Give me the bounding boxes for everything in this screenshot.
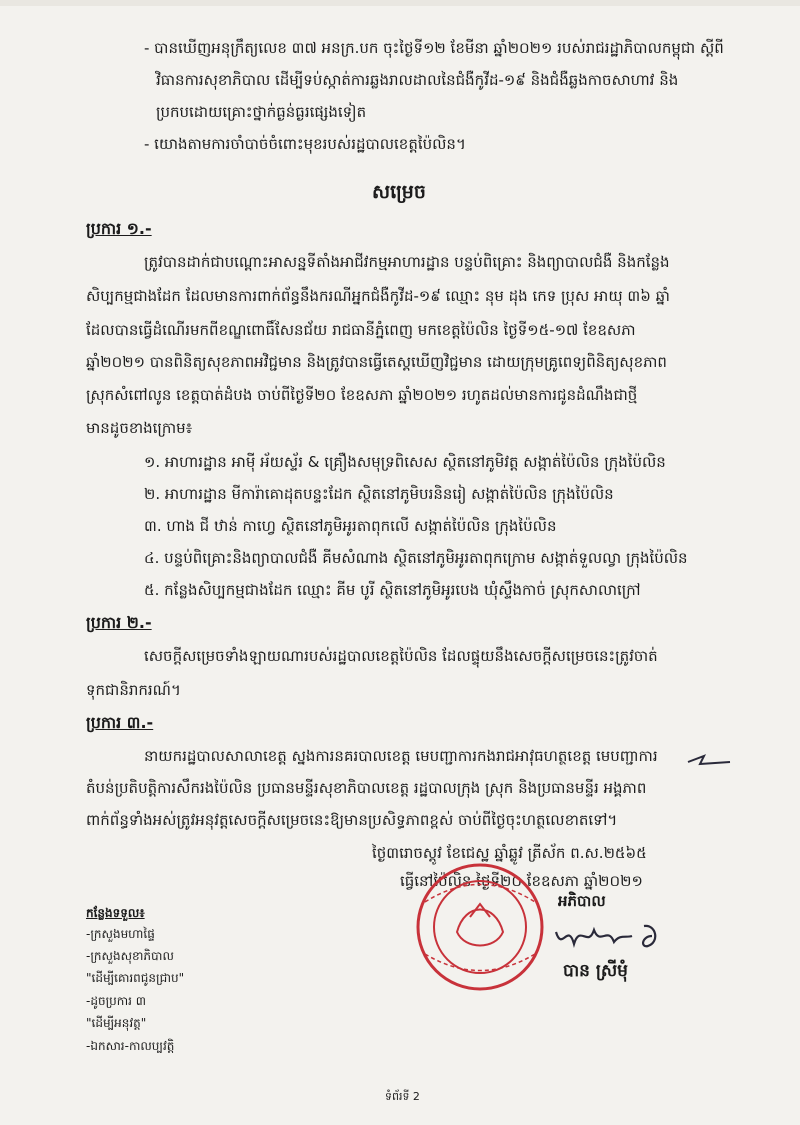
article-1-line-5: ស្រុកសំពៅលូន ខេត្តបាត់ដំបង ចាប់ពីថ្ងៃទី២០ ខែឧសភា ឆ្នាំ២០២១ រហូតដល់មានការជូនដំណឹងជាថ្មី	[86, 386, 638, 404]
article-2-title: ប្រការ ២.-	[86, 613, 152, 632]
article-1-line-4: ឆ្នាំ២០២១ បានពិនិត្យសុខភាពអវិជ្ជមាន និងត្រូវបានធ្វើតេស្ដឃើញវិជ្ជមាន ដោយក្រុមគ្រូពេទ្យពិនិត្យសុខភាព	[86, 353, 667, 371]
article-1-line-1: ត្រូវបានដាក់ជាបណ្ដោះអាសន្នទីតាំងអាជីវកម្មអាហារដ្ឋាន បន្ទប់ពិគ្រោះ និងព្យាបាលជំងឺ និងកន្លែង	[144, 253, 670, 271]
article-1-title: ប្រការ ១.-	[86, 219, 152, 238]
signatory-title: អភិបាល	[558, 892, 606, 910]
recipient-item: "ដើម្បីគោរពជូនជ្រាប"	[86, 971, 185, 985]
list-item-2: ២. អាហារដ្ឋាន មីការ៉ាគោដុតបន្ទះដែក ស្ថិតនៅភូមិបរនិនរៀ សង្កាត់ប៉ៃលិន ក្រុងប៉ៃលិន	[144, 485, 614, 503]
solar-date: ធ្វើនៅប៉ៃលិន ថ្ងៃទី២០ ខែឧសភា ឆ្នាំ២០២១	[400, 872, 643, 890]
preamble-line-4: - យោងតាមការចាំបាច់ចំពោះមុខរបស់រដ្ឋបាលខេត្តប៉ៃលិន។	[144, 135, 466, 153]
top-cropped-edge	[0, 0, 800, 18]
recipient-item: -ឯកសារ-កាលប្បវត្តិ	[86, 1039, 175, 1053]
decision-heading: សម្រេច	[372, 181, 426, 203]
preamble-line-3: ប្រកបដោយគ្រោះថ្នាក់ធ្ងន់ធ្ងរផ្សេងទៀត	[156, 103, 367, 121]
article-1-line-2: សិប្បកម្មជាងដែក ដែលមានការពាក់ព័ន្ធនឹងករណីអ្នកជំងឺកូវីដ-១៩ ឈ្មោះ នុម ដុង កេទ ប្រុស អាយុ ៣៦ ឆ្នាំ	[86, 287, 670, 305]
recipient-item: -ដូចប្រការ ៣	[86, 994, 147, 1008]
article-1-line-3: ដែលបានធ្វើដំណើរមកពីខណ្ឌពោធិ៍សែនជ័យ រាជធានីភ្នំពេញ មកខេត្តប៉ៃលិន ថ្ងៃទី១៥-១៧ ខែឧសភា	[86, 321, 636, 339]
article-2-line-1: សេចក្ដីសម្រេចទាំងឡាយណារបស់រដ្ឋបាលខេត្តប៉ៃលិន ដែលផ្ទុយនឹងសេចក្ដីសម្រេចនេះត្រូវចាត់	[144, 647, 658, 665]
page-number: ទំព័រទី 2	[385, 1090, 420, 1103]
pen-mark	[684, 748, 734, 770]
list-item-4: ៤. បន្ទប់ពិគ្រោះនិងព្យាបាលជំងឺ គីមសំណាង ស្ថិតនៅភូមិអូរតាពុកក្រោម សង្កាត់ទួលល្វា ក្រុងប៉ៃលិន	[144, 549, 688, 567]
article-1-line-6: មានដូចខាងក្រោម៖	[86, 419, 193, 437]
preamble-line-2: វិធានការសុខាភិបាល ដើម្បីទប់ស្កាត់ការឆ្លងរាលដាលនៃជំងឺកូវីដ-១៩ និងជំងឺឆ្លងកាចសាហាវ និង	[156, 71, 679, 89]
lunar-date: ថ្ងៃ៣រោចស្ដូវ ខែជេស្ឋ ឆ្នាំឆ្លូវ ត្រីស័ក ព.ស.២៥៦៥	[372, 844, 647, 862]
article-3-line-2: តំបន់ប្រតិបត្តិការសឹករងប៉ៃលិន ប្រធានមន្ទីរសុខាភិបាលខេត្ត រដ្ឋបាលក្រុង ស្រុក និងប្រធានមន្ទីរ អង្គភាព	[86, 779, 647, 797]
article-3-line-1: នាយករដ្ឋបាលសាលាខេត្ត ស្នងការនគរបាលខេត្ត មេបញ្ជាការកងរាជអាវុធហត្ថខេត្ត មេបញ្ជាការ	[144, 747, 658, 765]
recipient-item: "ដើម្បីអនុវត្ត"	[86, 1016, 147, 1030]
official-seal-icon	[395, 862, 565, 992]
recipient-item: -ក្រសួងមហាផ្ទៃ	[86, 927, 155, 941]
signatory-name: បាន ស្រីមុំ	[563, 961, 628, 981]
list-item-1: ១. អាហារដ្ឋាន អាម៉ី អ័យស្ទ័រ & គ្រឿងសមុទ្រពិសេស ស្ថិតនៅភូមិវត្ត សង្កាត់ប៉ៃលិន ក្រុងប៉ៃលិន	[144, 453, 666, 471]
recipients-title: កន្លែងទទួល៖	[86, 906, 145, 920]
handwritten-signature-icon	[548, 912, 678, 962]
article-3-line-3: ពាក់ព័ន្ធទាំងអស់ត្រូវអនុវត្តសេចក្ដីសម្រេចនេះឱ្យមានប្រសិទ្ធភាពខ្ពស់ ចាប់ពីថ្ងៃចុះហត្ថលេខាតទៅ។	[86, 811, 618, 829]
article-2-line-2: ទុកជានិរាករណ៍។	[86, 681, 181, 699]
recipient-item: -ក្រសួងសុខាភិបាល	[86, 949, 174, 963]
article-3-title: ប្រការ ៣.-	[86, 713, 154, 732]
list-item-5: ៥. កន្លែងសិប្បកម្មជាងដែក ឈ្មោះ គីម បូរី ស្ថិតនៅភូមិអូរបេង ឃុំស្ទឹងកាច់ ស្រុកសាលាក្រៅ	[144, 581, 641, 599]
preamble-line-1: - បានឃើញអនុក្រឹត្យលេខ ៣៧ អនក្រ.បក ចុះថ្ងៃទី១២ ខែមីនា ឆ្នាំ២០២១ របស់រាជរដ្ឋាភិបាលកម្ពុជា ស្ដីពី	[144, 39, 724, 57]
list-item-3: ៣. ហាង ជី ឋាន់ កាហ្វេ ស្ថិតនៅភូមិអូរតាពុកលើ សង្កាត់ប៉ៃលិន ក្រុងប៉ៃលិន	[144, 517, 557, 535]
